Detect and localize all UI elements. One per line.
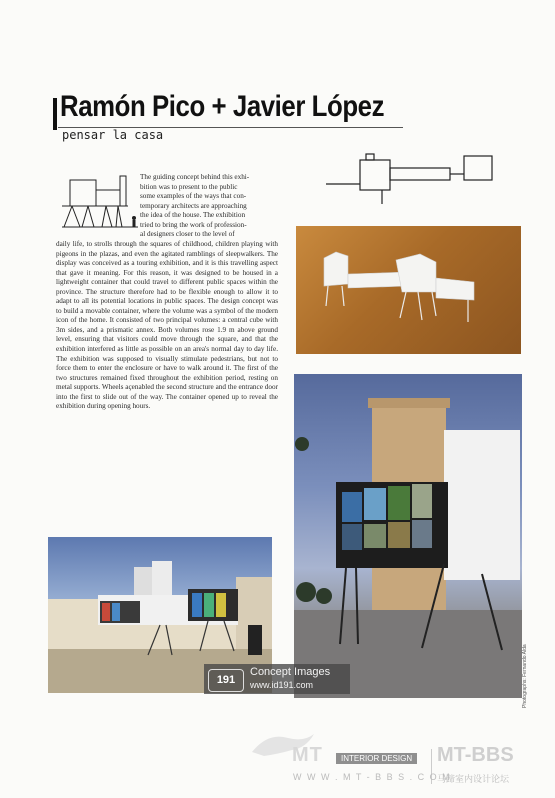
article-intro <box>140 173 278 240</box>
tower-illustration <box>294 374 522 698</box>
watermark-line2: www.id191.com <box>250 680 314 690</box>
intro-line: al designers closer to the level of <box>140 230 235 239</box>
watermark-line1: Concept Images <box>250 666 331 678</box>
photo-credit: Photographs: Fernando Alda <box>522 644 528 708</box>
intro-line: The guiding concept behind this exhi- <box>140 173 250 181</box>
model-illustration <box>296 226 521 354</box>
title-bar-mark <box>53 98 57 130</box>
footer-url: W W W . M T - B B S . C O M <box>293 772 452 782</box>
intro-line: the idea of the house. The exhibition <box>140 211 246 220</box>
article-body: daily life, to strolls through the squares of childhood, children playing with pigeons in the plazas, and even the agitated ramblings of sleepwalkers. The display was conceived as a touring exhibition, and it is this travelling aspect that gave it meaning. For this reason, it was designed to be housed in a lightweight container that could travel to different public spaces within the province. The structure therefore had to be flexible enough to allow it to adapt to all its potential locations in public spaces. The design concept was to build a movable container, where the volume was a symbol of the modern icon of the home. It consisted of two principal volumes: a central cube with 3m sides, and a prismatic annex. Both volumes rose 1.9 m above ground level, ensuring that visitors could move through the square, and that the exhibition interfered as little as possible on an area's normal day to day life. The exhibition was supposed to visually stimulate pedestrians, but not to force them to enter the enclosure or have to walk around it. The first of the two structures remained fixed throughout the exhibition period, resting on metal supports. Wheels açenabled the second structure and the entrance door into the first to slide out of the way. The container opened up to reveal the exhibition during opening hours. <box>56 240 278 411</box>
footer-brand-right: MT-BBS <box>437 744 514 766</box>
footer-brand-left: MT <box>292 744 323 766</box>
page-title: Ramón Pico + Javier López <box>60 90 385 123</box>
plan-drawing <box>322 150 500 206</box>
intro-line: tried to bring the work of profession- <box>140 220 247 229</box>
model-photo <box>296 226 521 354</box>
footer-tag: INTERIOR DESIGN <box>336 753 417 764</box>
watermark-logo: 191 <box>208 669 244 692</box>
footer-chinese-name: 马蹄室内设计论坛 <box>437 774 510 784</box>
intro-line: temporary architects are approaching <box>140 201 247 210</box>
intro-line: some examples of the ways that con- <box>140 192 247 201</box>
page-subtitle: pensar la casa <box>62 128 164 142</box>
intro-line: bition was to present to the public <box>140 182 238 191</box>
tower-photo <box>294 374 522 698</box>
elevation-drawing <box>58 172 143 234</box>
